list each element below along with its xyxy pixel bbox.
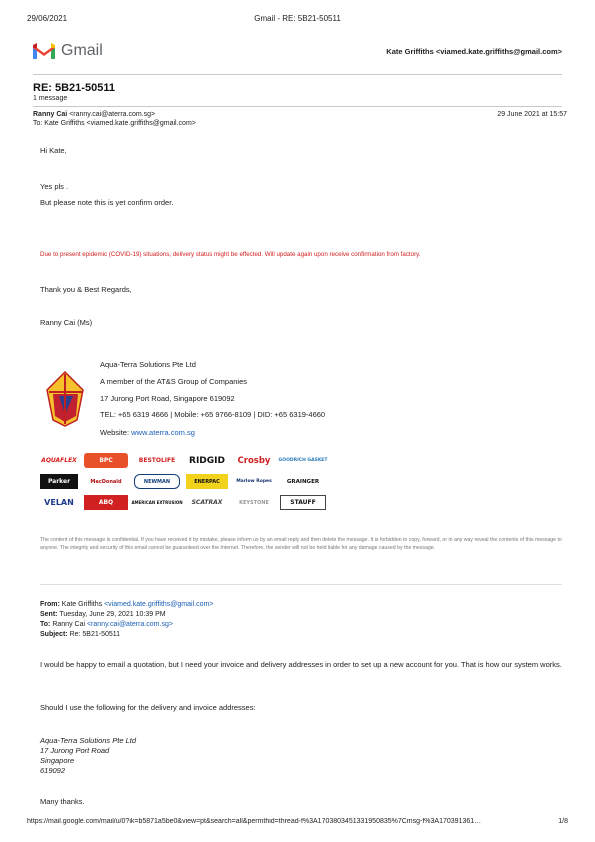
- brand-logo: Crosby: [237, 455, 271, 466]
- message-sender: [33, 111, 155, 118]
- brand-logo: ENERPAC: [186, 474, 228, 489]
- sig-phones: TEL: +65 6319 4666 | Mobile: +65 9766-8109 | DID: +65 6319-4660: [100, 410, 326, 419]
- sig-company: Aqua-Terra Solutions Pte Ltd: [100, 360, 196, 369]
- brand-row: [40, 474, 326, 489]
- quoted-paragraph: I would be happy to email a quotation, but I need your invoice and delivery addresses in order to set up a new account for you. That is how our system works.: [40, 660, 562, 669]
- quoted-from: From: Kate Griffiths <viamed.kate.griffiths@gmail.com>: [40, 601, 214, 608]
- greeting: Hi Kate,: [40, 146, 67, 155]
- brand-logo: Parker: [40, 474, 78, 489]
- quoted-header: [40, 600, 213, 640]
- divider: [33, 74, 562, 75]
- thread-subject: RE: 5B21-50511: [33, 82, 115, 94]
- website-label: Website:: [100, 428, 130, 437]
- covid-notice: Due to present epidemic (COVID-19) situations, delivery status might be effected. Will update again upon receive confirmation from factory.: [40, 251, 421, 258]
- quoted-paragraph: Should I use the following for the delivery and invoice addresses:: [40, 703, 256, 712]
- brand-logo: SCATRAX: [191, 499, 223, 506]
- brand-logo: BESTOLIFE: [138, 457, 176, 464]
- brand-logo: BPC: [84, 453, 128, 468]
- brand-logo: ABQ: [84, 495, 128, 510]
- signoff: Ranny Cai (Ms): [40, 318, 93, 327]
- quote-divider: [40, 584, 562, 585]
- body-line: Yes pls .: [40, 182, 69, 191]
- sender-email[interactable]: <ranny.cai@aterra.com.sg>: [69, 111, 156, 118]
- gmail-logo[interactable]: [33, 42, 103, 60]
- quoted-thanks: Many thanks.: [40, 797, 85, 806]
- quoted-sent: Sent: Tuesday, June 29, 2021 10:39 PM: [40, 611, 166, 618]
- brand-row: [40, 495, 326, 510]
- quoted-from-email[interactable]: <viamed.kate.griffiths@gmail.com>: [104, 601, 214, 608]
- divider: [33, 106, 562, 107]
- brand-logo: AMERICAN EXTRUSION: [131, 500, 183, 505]
- print-date: 29/06/2021: [27, 14, 68, 23]
- brand-logo: GOODRICH GASKET: [278, 458, 328, 463]
- sig-address: 17 Jurong Port Road, Singapore 619092: [100, 394, 235, 403]
- brand-logo: RIDGID: [189, 455, 225, 466]
- website-link[interactable]: www.aterra.com.sg: [131, 428, 195, 437]
- message-date: 29 June 2021 at 15:57: [497, 111, 567, 118]
- gmail-wordmark: Gmail: [61, 42, 103, 59]
- regards: Thank you & Best Regards,: [40, 285, 132, 294]
- brand-logo: AQUAFLEX: [41, 457, 77, 464]
- brand-row: [40, 453, 326, 468]
- account-label: Kate Griffiths <viamed.kate.griffiths@gmail.com>: [386, 47, 562, 56]
- disclaimer: The content of this message is confidential. If you have received it by mistake, please inform us by an email reply and then delete the message. It is forbidden to copy, forward, or in any way reveal the contents of this message to anyone. The integrity and security of this email cannot be guaranteed over the Internet. Therefore, the sender will not be held liable for any damage caused by the message.: [40, 537, 562, 552]
- sig-group: A member of the AT&S Group of Companies: [100, 377, 248, 386]
- gmail-m-icon: [33, 43, 55, 59]
- quoted-address: Aqua-Terra Solutions Pte Ltd 17 Jurong Port Road Singapore 619092: [40, 736, 137, 775]
- aqua-terra-logo-icon: [43, 370, 88, 428]
- brand-logo: NEWMAN: [134, 474, 180, 489]
- brand-logo: STAUFF: [280, 495, 326, 510]
- message-to: To: Kate Griffiths <viamed.kate.griffiths@gmail.com>: [33, 120, 196, 127]
- print-title: Gmail - RE: 5B21-50511: [254, 14, 341, 23]
- quoted-to: To: Ranny Cai <ranny.cai@aterra.com.sg>: [40, 621, 173, 628]
- sender-name: Ranny Cai: [33, 111, 68, 118]
- print-page-number: 1/8: [558, 818, 568, 825]
- brand-logo: MacDonald: [90, 478, 122, 485]
- body-line: But please note this is yet confirm order.: [40, 198, 174, 207]
- sig-website: [100, 428, 195, 437]
- message-count: 1 message: [33, 95, 68, 102]
- quoted-subject: Subject: Re: 5B21-50511: [40, 631, 121, 638]
- brand-logo: KEYSTONE: [239, 499, 269, 506]
- quoted-to-email[interactable]: <ranny.cai@aterra.com.sg>: [86, 621, 173, 628]
- brand-logo: Marlow Ropes: [236, 479, 272, 484]
- brand-logo: VELAN: [44, 498, 74, 507]
- print-url: https://mail.google.com/mail/u/0?ik=b5871a5be0&view=pt&search=all&permthid=thread-f%3A1703803451331950835%7Cmsg-f%3A170391361…: [27, 818, 482, 825]
- brand-logo: GRAINGER: [286, 478, 320, 485]
